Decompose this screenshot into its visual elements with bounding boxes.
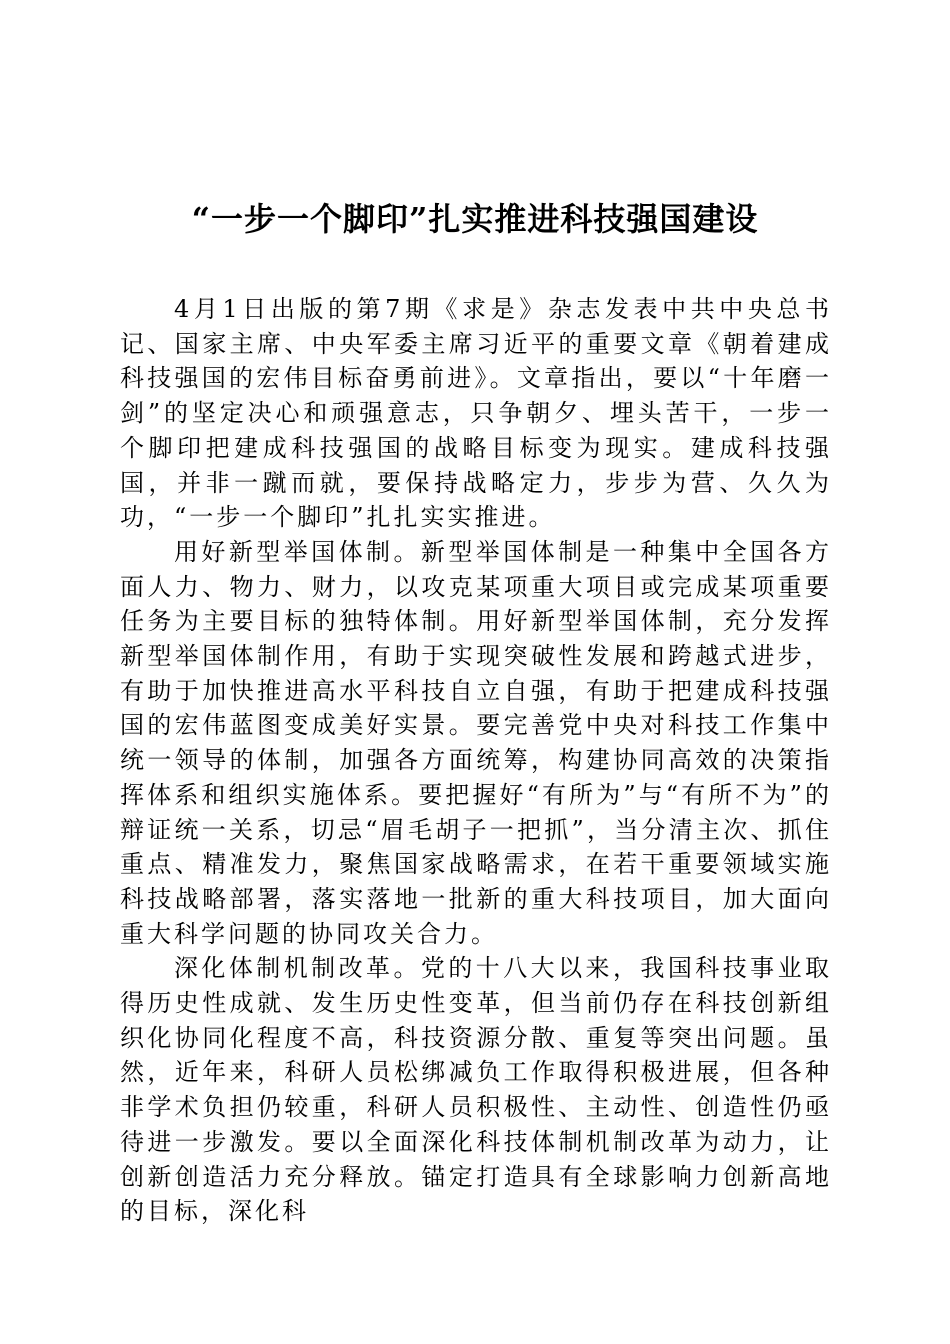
paragraph-intro: 4月1日出版的第7期《求是》杂志发表中共中央总书记、国家主席、中央军委主席习近平的重要文章《朝着建成科技强国的宏伟目标奋勇前进》。文章指出，要以“十年磨一剑”的坚定决心和顽强意志，只争朝夕、埋头苦干，一步一个脚印把建成科技强国的战略目标变为现实。建成科技强国，并非一蹴而就，要保持战略定力，步步为营、久久为功，“一步一个脚印”扎扎实实推进。 — [120, 295, 832, 532]
document-body — [120, 292, 832, 1229]
paragraph-institutional-reform: 深化体制机制改革。党的十八大以来，我国科技事业取得历史性成就、发生历史性变革，但当前仍存在科技创新组织化协同化程度不高，科技资源分散、重复等突出问题。虽然，近年来，科研人员松绑减负工作取得积极进展，但各种非学术负担仍较重，科研人员积极性、主动性、创造性仍亟待进一步激发。要以全面深化科技体制机制改革为动力，让创新创造活力充分释放。锚定打造具有全球影响力创新高地的目标，深化科 — [120, 954, 832, 1226]
document-title: “一步一个脚印”扎实推进科技强国建设 — [191, 200, 759, 238]
paragraph-new-national-system: 用好新型举国体制。新型举国体制是一种集中全国各方面人力、物力、财力，以攻克某项重大项目或完成某项重要任务为主要目标的独特体制。用好新型举国体制，充分发挥新型举国体制作用，有助于实现突破性发展和跨越式进步，有助于加快推进高水平科技自立自强，有助于把建成科技强国的宏伟蓝图变成美好实景。要完善党中央对科技工作集中统一领导的体制，加强各方面统筹，构建协同高效的决策指挥体系和组织实施体系。要把握好“有所为”与“有所不为”的辩证统一关系，切忌“眉毛胡子一把抓”，当分清主次、抓住重点、精准发力，聚焦国家战略需求，在若干重要领域实施科技战略部署，落实落地一批新的重大科技项目，加大面向重大科学问题的协同攻关合力。 — [120, 537, 832, 948]
